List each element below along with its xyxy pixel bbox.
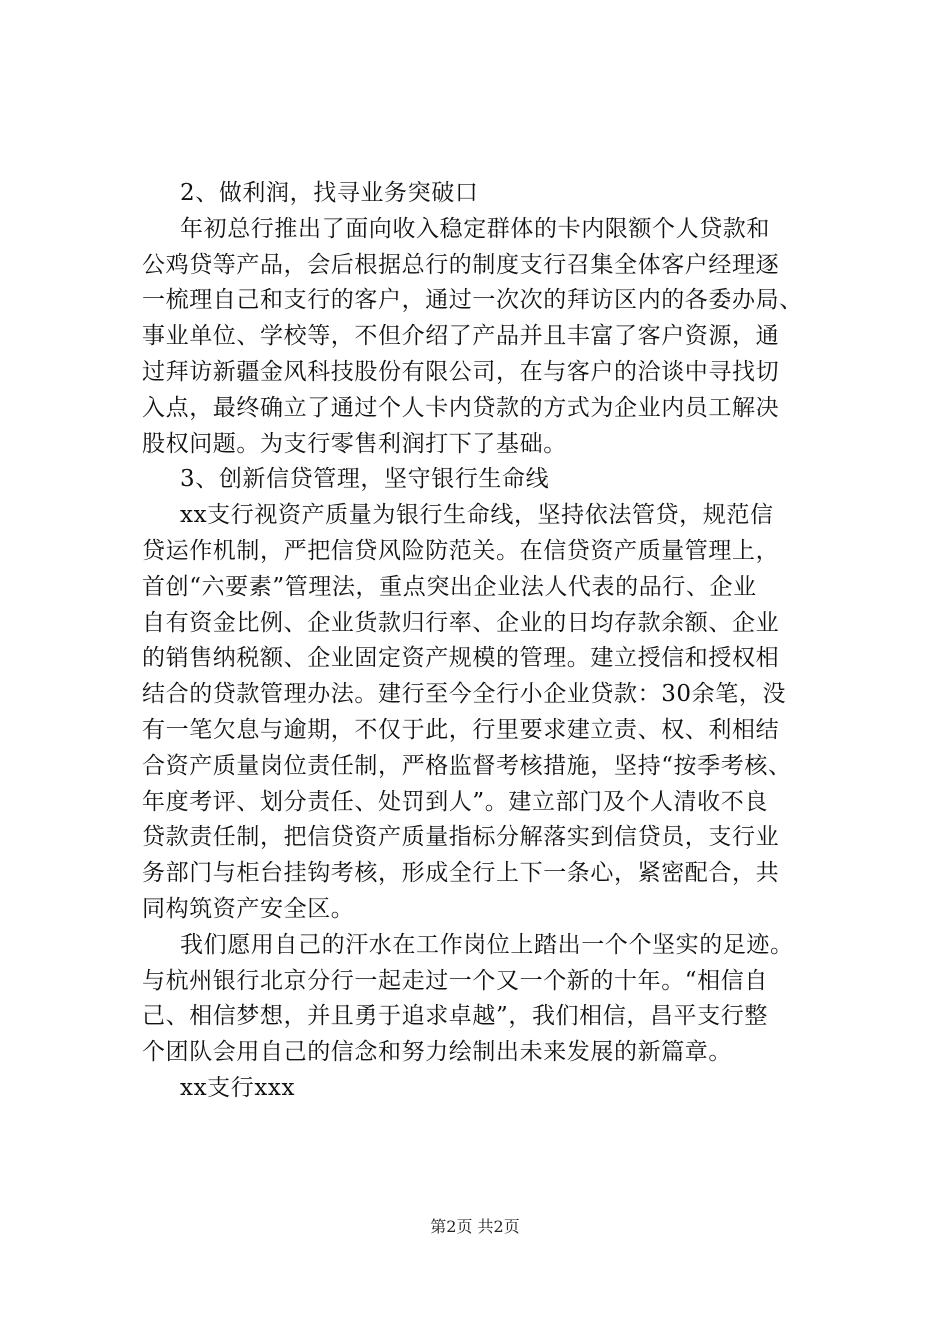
text-line: 有一笔欠息与逾期，不仅于此，行里要求建立责、权、利相结: [142, 716, 780, 743]
text-line: 贷运作机制，严把信贷风险防范关。在信贷资产质量管理上，: [142, 537, 780, 564]
text-line: 一梳理自己和支行的客户，通过一次次的拜访区内的各委办局、: [142, 287, 803, 314]
text-line: 个团队会用自己的信念和努力绘制出未来发展的新篇章。: [142, 1039, 732, 1066]
text-line: 的销售纳税额、企业固定资产规模的管理。建立授信和授权相: [142, 645, 780, 672]
text-line: 公鸡贷等产品，会后根据总行的制度支行召集全体客户经理逐: [142, 251, 780, 278]
text-line: 年度考评、划分责任、处罚到人”。建立部门及个人清收不良: [142, 788, 768, 815]
text-line: 入点，最终确立了通过个人卡内贷款的方式为企业内员工解决: [142, 394, 780, 421]
text-line: 首创“六要素”管理法，重点突出企业法人代表的品行、企业: [142, 573, 757, 600]
text-line: 同构筑资产安全区。: [142, 895, 355, 922]
text-line: 贷款责任制，把信贷资产质量指标分解落实到信贷员，支行业: [142, 824, 780, 851]
text-line: 与杭州银行北京分行一起走过一个又一个新的十年。“相信自: [142, 967, 768, 994]
text-line: 年初总行推出了面向收入稳定群体的卡内限额个人贷款和: [180, 215, 770, 242]
text-line: 股权问题。为支行零售利润打下了基础。: [142, 430, 567, 457]
text-line: 合资产质量岗位责任制，严格监督考核措施，坚持“按季考核、: [142, 752, 792, 779]
text-line: xx支行视资产质量为银行生命线，坚持依法管贷，规范信: [180, 502, 774, 529]
text-line: 我们愿用自己的汗水在工作岗位上踏出一个个坚实的足迹。: [180, 931, 794, 958]
text-line: 过拜访新疆金风科技股份有限公司，在与客户的洽谈中寻找切: [142, 358, 780, 385]
text-line: xx支行xxx: [180, 1074, 296, 1101]
document-body: [142, 176, 842, 1107]
text-line: 结合的贷款管理办法。建行至今全行小企业贷款：30余笔，没: [142, 681, 787, 708]
page-footer: 第2页 共2页: [430, 1217, 520, 1236]
text-line: 事业单位、学校等，不但介绍了产品并且丰富了客户资源，通: [142, 323, 780, 350]
text-line: 己、相信梦想，并且勇于追求卓越”，我们相信，昌平支行整: [142, 1003, 768, 1030]
text-line: 自有资金比例、企业货款归行率、企业的日均存款余额、企业: [142, 609, 780, 636]
text-line: 2、做利润，找寻业务突破口: [180, 180, 479, 206]
text-line: 3、创新信贷管理，坚守银行生命线: [180, 466, 550, 493]
text-line: 务部门与柜台挂钩考核，形成全行上下一条心，紧密配合，共: [142, 860, 780, 887]
